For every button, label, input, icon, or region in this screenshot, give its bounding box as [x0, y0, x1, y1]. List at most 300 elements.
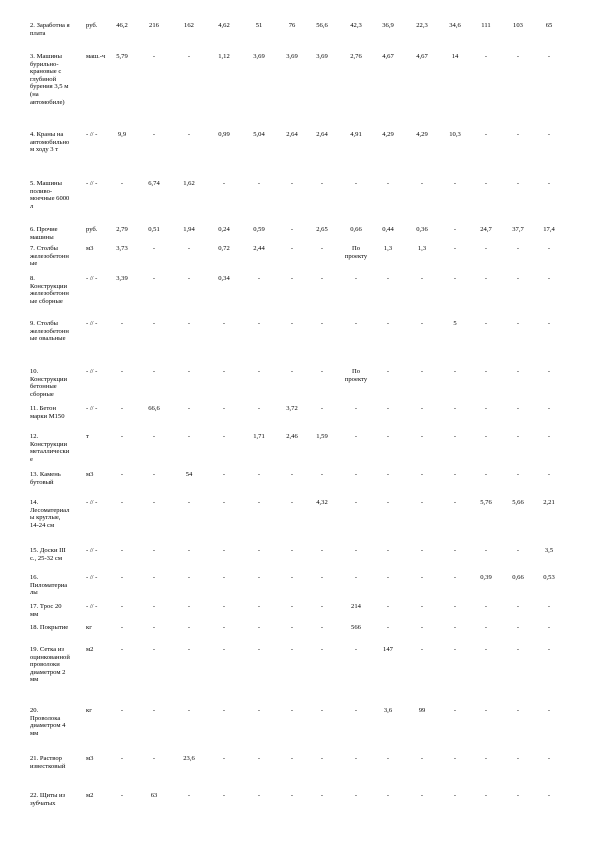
- row-unit: - // -: [86, 320, 98, 327]
- row-value: -: [420, 755, 424, 762]
- row-unit: - // -: [86, 405, 98, 412]
- row-value: 65: [545, 22, 553, 29]
- row-value: -: [290, 275, 294, 282]
- row-value: -: [290, 707, 294, 714]
- row-value: -: [222, 499, 226, 506]
- row-unit: кг: [86, 624, 92, 631]
- row-value: По проекту: [344, 245, 368, 260]
- row-value: 0,51: [148, 226, 160, 233]
- row-value: -: [420, 433, 424, 440]
- row-value: -: [516, 755, 520, 762]
- row-value: -: [320, 320, 324, 327]
- row-value: -: [547, 603, 551, 610]
- row-value: -: [420, 603, 424, 610]
- row-value: -: [187, 53, 191, 60]
- row-value: -: [516, 792, 520, 799]
- row-value: -: [222, 755, 226, 762]
- row-value: -: [484, 433, 488, 440]
- row-value: 4,91: [350, 131, 362, 138]
- row-value: 1,94: [183, 226, 195, 233]
- row-value: -: [453, 245, 457, 252]
- row-value: 0,39: [480, 574, 492, 581]
- row-value: -: [484, 245, 488, 252]
- row-value: -: [222, 433, 226, 440]
- row-value: 34,6: [449, 22, 461, 29]
- row-value: -: [547, 53, 551, 60]
- row-value: -: [152, 624, 156, 631]
- row-value: -: [386, 499, 390, 506]
- row-value: 1,59: [316, 433, 328, 440]
- row-value: 3,6: [383, 707, 393, 714]
- row-value: -: [120, 707, 124, 714]
- row-name: 4. Краны на автомобильном ходу 3 т: [30, 131, 70, 154]
- row-value: -: [187, 646, 191, 653]
- row-value: -: [484, 53, 488, 60]
- row-value: -: [320, 574, 324, 581]
- row-unit: т: [86, 433, 89, 440]
- row-value: -: [257, 320, 261, 327]
- row-unit: - // -: [86, 368, 98, 375]
- row-value: -: [120, 624, 124, 631]
- row-name: 22. Щиты из зубчатых: [30, 792, 66, 807]
- row-value: -: [453, 792, 457, 799]
- row-value: -: [152, 131, 156, 138]
- row-value: -: [257, 707, 261, 714]
- row-value: 14: [451, 53, 459, 60]
- row-value: -: [257, 547, 261, 554]
- row-value: -: [354, 755, 358, 762]
- row-value: -: [420, 471, 424, 478]
- row-value: -: [420, 646, 424, 653]
- row-value: -: [187, 603, 191, 610]
- row-name: 5. Машины поливо-моечные 6000 л: [30, 180, 70, 210]
- row-value: -: [453, 624, 457, 631]
- row-value: -: [320, 646, 324, 653]
- row-value: 2,65: [316, 226, 328, 233]
- row-value: -: [222, 603, 226, 610]
- row-value: -: [484, 646, 488, 653]
- row-value: -: [420, 792, 424, 799]
- row-value: 4,67: [416, 53, 428, 60]
- row-value: -: [453, 499, 457, 506]
- row-value: -: [453, 707, 457, 714]
- row-unit: - // -: [86, 603, 98, 610]
- row-value: -: [516, 603, 520, 610]
- row-value: 10,3: [449, 131, 461, 138]
- row-unit: - // -: [86, 275, 98, 282]
- row-unit: кг: [86, 707, 92, 714]
- row-value: -: [516, 405, 520, 412]
- row-value: -: [354, 646, 358, 653]
- row-value: -: [257, 180, 261, 187]
- row-value: 5: [453, 320, 457, 327]
- row-value: -: [354, 792, 358, 799]
- row-value: -: [420, 547, 424, 554]
- row-value: -: [386, 368, 390, 375]
- row-name: 10. Конструкции бетонные сборные: [30, 368, 68, 398]
- row-value: -: [152, 53, 156, 60]
- row-value: -: [516, 245, 520, 252]
- row-value: -: [187, 405, 191, 412]
- row-value: 0,34: [218, 275, 230, 282]
- row-value: -: [386, 180, 390, 187]
- row-value: -: [320, 547, 324, 554]
- row-value: 54: [185, 471, 193, 478]
- row-name: 7. Столбы железобетонные: [30, 245, 69, 268]
- row-value: -: [222, 405, 226, 412]
- row-value: -: [420, 624, 424, 631]
- row-value: -: [547, 755, 551, 762]
- row-value: -: [453, 603, 457, 610]
- row-value: -: [484, 180, 488, 187]
- row-value: -: [516, 707, 520, 714]
- row-value: 147: [383, 646, 393, 653]
- row-value: -: [290, 646, 294, 653]
- row-value: -: [484, 547, 488, 554]
- row-value: -: [386, 471, 390, 478]
- row-value: -: [484, 755, 488, 762]
- row-value: -: [187, 547, 191, 554]
- row-value: 1,62: [183, 180, 195, 187]
- row-value: -: [516, 646, 520, 653]
- row-value: -: [420, 320, 424, 327]
- row-value: -: [257, 499, 261, 506]
- row-value: 1,3: [383, 245, 393, 252]
- row-value: -: [484, 471, 488, 478]
- row-unit: руб.: [86, 22, 98, 29]
- row-value: -: [290, 368, 294, 375]
- row-unit: м3: [86, 471, 94, 478]
- row-value: 111: [481, 22, 491, 29]
- row-value: 4,29: [416, 131, 428, 138]
- row-name: 20. Проволока диаметром 4 мм: [30, 707, 66, 737]
- row-value: -: [453, 471, 457, 478]
- row-value: -: [547, 624, 551, 631]
- row-value: -: [320, 603, 324, 610]
- row-value: -: [420, 368, 424, 375]
- row-value: -: [120, 180, 124, 187]
- row-value: -: [547, 180, 551, 187]
- row-value: -: [320, 275, 324, 282]
- row-value: -: [257, 603, 261, 610]
- row-value: 0,36: [416, 226, 428, 233]
- row-value: -: [120, 499, 124, 506]
- row-value: -: [320, 245, 324, 252]
- row-value: -: [484, 320, 488, 327]
- row-value: -: [320, 405, 324, 412]
- row-unit: маш.-ч: [86, 53, 106, 60]
- row-value: -: [453, 368, 457, 375]
- row-value: -: [222, 547, 226, 554]
- row-value: -: [547, 471, 551, 478]
- row-value: 9,9: [117, 131, 127, 138]
- row-value: -: [484, 707, 488, 714]
- row-value: 56,6: [316, 22, 328, 29]
- row-value: 4,67: [382, 53, 394, 60]
- row-value: -: [547, 245, 551, 252]
- row-value: -: [222, 574, 226, 581]
- row-value: -: [152, 499, 156, 506]
- row-unit: м3: [86, 755, 94, 762]
- row-value: 2,46: [286, 433, 298, 440]
- row-value: -: [516, 320, 520, 327]
- row-unit: м2: [86, 792, 94, 799]
- row-value: -: [484, 131, 488, 138]
- row-name: 16. Пиломатериалы: [30, 574, 68, 597]
- row-value: -: [290, 471, 294, 478]
- row-value: 17,4: [543, 226, 555, 233]
- row-value: -: [152, 755, 156, 762]
- row-value: -: [453, 646, 457, 653]
- row-value: 162: [184, 22, 194, 29]
- row-value: 0,99: [218, 131, 230, 138]
- row-value: -: [257, 368, 261, 375]
- row-name: 2. Заработна я плата: [30, 22, 70, 37]
- row-value: 3,39: [116, 275, 128, 282]
- row-value: -: [547, 405, 551, 412]
- row-value: -: [386, 433, 390, 440]
- row-value: 6,74: [148, 180, 160, 187]
- row-value: 2,44: [253, 245, 265, 252]
- row-value: -: [187, 624, 191, 631]
- row-value: -: [453, 574, 457, 581]
- row-value: -: [320, 792, 324, 799]
- row-value: -: [257, 792, 261, 799]
- row-value: -: [386, 405, 390, 412]
- row-value: 3,69: [286, 53, 298, 60]
- row-value: 0,59: [253, 226, 265, 233]
- row-value: -: [453, 180, 457, 187]
- row-value: -: [320, 471, 324, 478]
- row-value: -: [547, 131, 551, 138]
- row-name: 11. Бетон марки М150: [30, 405, 65, 420]
- row-value: -: [516, 368, 520, 375]
- row-value: -: [386, 624, 390, 631]
- row-value: -: [257, 646, 261, 653]
- row-value: 103: [513, 22, 523, 29]
- row-value: -: [453, 275, 457, 282]
- row-value: -: [187, 792, 191, 799]
- row-value: -: [120, 471, 124, 478]
- row-value: -: [453, 755, 457, 762]
- row-value: -: [152, 646, 156, 653]
- row-value: -: [120, 755, 124, 762]
- row-value: -: [222, 624, 226, 631]
- row-value: -: [152, 433, 156, 440]
- row-value: -: [222, 707, 226, 714]
- row-value: 3,69: [253, 53, 265, 60]
- row-value: -: [354, 320, 358, 327]
- row-value: 214: [351, 603, 361, 610]
- row-value: -: [386, 547, 390, 554]
- row-value: -: [120, 646, 124, 653]
- row-value: -: [354, 405, 358, 412]
- row-value: -: [547, 275, 551, 282]
- row-value: -: [547, 433, 551, 440]
- row-value: 22,3: [416, 22, 428, 29]
- row-value: -: [354, 707, 358, 714]
- row-value: 2,64: [286, 131, 298, 138]
- row-value: -: [187, 245, 191, 252]
- row-value: 1,3: [417, 245, 427, 252]
- row-value: -: [484, 368, 488, 375]
- row-value: -: [420, 180, 424, 187]
- row-value: 216: [149, 22, 159, 29]
- row-value: 2,79: [116, 226, 128, 233]
- row-value: -: [516, 433, 520, 440]
- row-value: -: [187, 499, 191, 506]
- row-value: -: [354, 574, 358, 581]
- row-value: -: [516, 471, 520, 478]
- row-name: 13. Камень бутовый: [30, 471, 61, 486]
- row-value: -: [354, 433, 358, 440]
- row-value: -: [120, 320, 124, 327]
- row-value: По проекту: [344, 368, 368, 383]
- row-value: -: [547, 368, 551, 375]
- row-name: 15. Доски III с., 25-32 см: [30, 547, 66, 562]
- row-value: -: [484, 405, 488, 412]
- row-name: 3. Машины бурильно-крановые с глубиной бурения 3,5 м (на автомобиле): [30, 53, 69, 106]
- row-unit: - // -: [86, 180, 98, 187]
- row-value: -: [222, 471, 226, 478]
- row-value: -: [547, 646, 551, 653]
- row-value: 42,3: [350, 22, 362, 29]
- row-value: 2,76: [350, 53, 362, 60]
- row-value: -: [484, 792, 488, 799]
- row-value: 4,32: [316, 499, 328, 506]
- row-name: 19. Сетка из оцинкованной проволоки диаметром 2 мм: [30, 646, 70, 684]
- row-value: -: [386, 320, 390, 327]
- row-value: 76: [288, 22, 296, 29]
- row-value: -: [420, 499, 424, 506]
- row-value: -: [386, 792, 390, 799]
- row-value: -: [320, 707, 324, 714]
- row-value: -: [257, 755, 261, 762]
- row-value: 5,76: [480, 499, 492, 506]
- row-value: -: [187, 368, 191, 375]
- row-value: -: [290, 245, 294, 252]
- row-value: -: [187, 131, 191, 138]
- row-value: -: [386, 574, 390, 581]
- row-value: 3,5: [544, 547, 554, 554]
- row-value: 51: [255, 22, 263, 29]
- row-name: 14. Лесоматериалы круглые, 14-24 см: [30, 499, 70, 529]
- row-value: -: [120, 574, 124, 581]
- row-value: -: [187, 707, 191, 714]
- row-value: -: [257, 624, 261, 631]
- row-value: -: [257, 574, 261, 581]
- row-name: 12. Конструкции металлические: [30, 433, 70, 463]
- row-value: -: [152, 471, 156, 478]
- row-value: -: [290, 755, 294, 762]
- row-value: -: [320, 624, 324, 631]
- row-name: 21. Раствор известковый: [30, 755, 66, 770]
- row-value: -: [257, 471, 261, 478]
- row-value: -: [120, 792, 124, 799]
- row-value: -: [222, 792, 226, 799]
- row-value: -: [386, 603, 390, 610]
- row-value: -: [516, 180, 520, 187]
- row-value: -: [120, 368, 124, 375]
- row-value: -: [290, 574, 294, 581]
- row-value: -: [354, 499, 358, 506]
- row-value: 2,64: [316, 131, 328, 138]
- row-value: -: [290, 792, 294, 799]
- row-value: 66,6: [148, 405, 160, 412]
- row-value: 0,72: [218, 245, 230, 252]
- row-value: 0,53: [543, 574, 555, 581]
- row-value: 36,9: [382, 22, 394, 29]
- row-value: -: [290, 320, 294, 327]
- row-unit: - // -: [86, 499, 98, 506]
- row-value: 5,66: [512, 499, 524, 506]
- row-value: -: [290, 547, 294, 554]
- row-value: 63: [150, 792, 158, 799]
- row-value: -: [120, 433, 124, 440]
- row-value: -: [516, 547, 520, 554]
- row-value: 3,69: [316, 53, 328, 60]
- row-value: 4,62: [218, 22, 230, 29]
- row-value: 24,7: [480, 226, 492, 233]
- row-value: -: [152, 574, 156, 581]
- row-value: -: [152, 603, 156, 610]
- row-value: -: [354, 547, 358, 554]
- row-value: -: [354, 275, 358, 282]
- row-value: -: [453, 433, 457, 440]
- row-value: -: [420, 275, 424, 282]
- row-value: 0,66: [512, 574, 524, 581]
- row-value: -: [152, 368, 156, 375]
- row-value: -: [484, 603, 488, 610]
- row-value: 37,7: [512, 226, 524, 233]
- row-value: -: [320, 368, 324, 375]
- row-value: -: [152, 547, 156, 554]
- row-value: -: [420, 574, 424, 581]
- row-value: -: [354, 471, 358, 478]
- row-value: -: [516, 131, 520, 138]
- row-value: 0,24: [218, 226, 230, 233]
- row-value: 3,72: [286, 405, 298, 412]
- row-value: -: [187, 320, 191, 327]
- row-value: 5,79: [116, 53, 128, 60]
- row-value: -: [320, 180, 324, 187]
- row-value: -: [484, 624, 488, 631]
- row-value: 2,21: [543, 499, 555, 506]
- row-value: -: [290, 603, 294, 610]
- row-value: -: [453, 547, 457, 554]
- row-value: 566: [351, 624, 361, 631]
- row-unit: руб.: [86, 226, 98, 233]
- row-unit: - // -: [86, 574, 98, 581]
- row-name: 9. Столбы железобетонные овальные: [30, 320, 69, 343]
- row-value: 4,29: [382, 131, 394, 138]
- row-value: -: [290, 624, 294, 631]
- row-value: -: [354, 180, 358, 187]
- row-value: -: [152, 275, 156, 282]
- row-value: -: [290, 226, 294, 233]
- row-value: -: [257, 275, 261, 282]
- row-value: -: [187, 275, 191, 282]
- row-value: -: [547, 707, 551, 714]
- row-value: 1,12: [218, 53, 230, 60]
- row-value: -: [222, 320, 226, 327]
- row-value: -: [152, 320, 156, 327]
- row-value: -: [120, 405, 124, 412]
- row-name: 6. Прочие машины: [30, 226, 58, 241]
- row-value: -: [386, 755, 390, 762]
- row-value: 23,6: [183, 755, 195, 762]
- row-value: 0,44: [382, 226, 394, 233]
